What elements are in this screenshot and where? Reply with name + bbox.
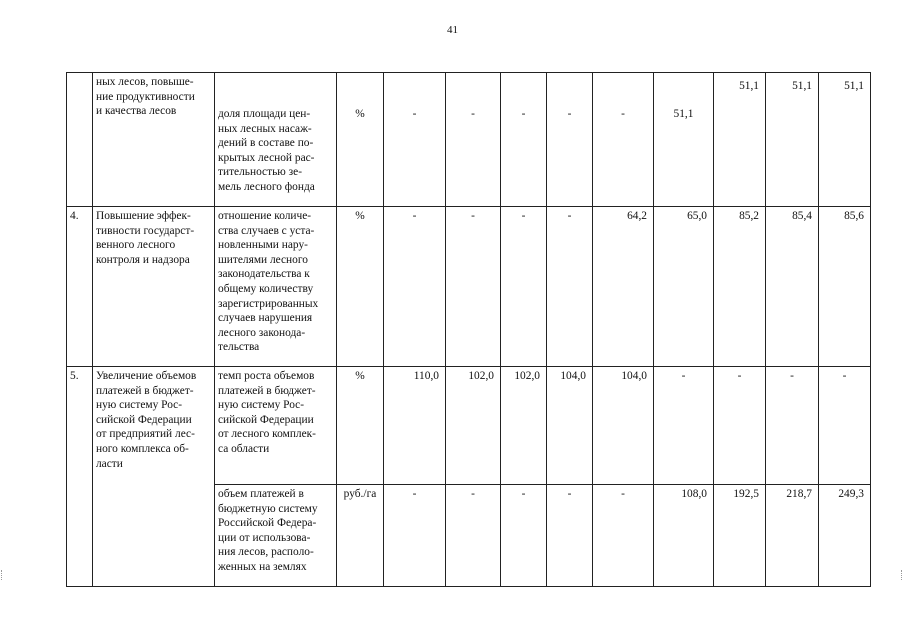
value-cell: - [714, 367, 766, 485]
value-cell: 249,3 [819, 485, 871, 587]
indicator-cell: доля площади цен- ных лесных насаж- дений в составе по- крытых лесной рас- тительностью зе- мель лесного фонда [215, 73, 337, 207]
indicator-cell: объем платежей в бюджетную систему Российской Федера- ции от использова- ния лесов, располо- женных на землях [215, 485, 337, 587]
unit-cell: руб./га [337, 485, 384, 587]
value-cell: - [593, 485, 654, 587]
value-cell: 104,0 [547, 367, 593, 485]
value-cell: - [547, 485, 593, 587]
scan-edge-mark [1, 570, 4, 580]
table-row [67, 73, 871, 207]
page-number: 41 [447, 24, 458, 36]
value-cell: - [547, 207, 593, 367]
row-number [67, 73, 93, 207]
value-cell: 192,5 [714, 485, 766, 587]
value-cell: 65,0 [654, 207, 714, 367]
value-cell: 51,1 [819, 73, 871, 207]
value-cell: - [547, 73, 593, 207]
value-cell: 64,2 [593, 207, 654, 367]
task-cell: Повышение эффек- тивности государст- венного лесного контроля и надзора [93, 207, 215, 367]
value-cell: 218,7 [766, 485, 819, 587]
value-cell: 51,1 [714, 73, 766, 207]
row-number: 5. [67, 367, 93, 587]
indicator-cell: отношение количе- ства случаев с уста- новленными нару- шителями лесного законодательства к общему количеству зарегистрированных случаев нарушения лесного законода- тельства [215, 207, 337, 367]
value-cell: - [446, 73, 501, 207]
value-cell: - [766, 367, 819, 485]
value-cell: - [501, 73, 547, 207]
value-cell: 108,0 [654, 485, 714, 587]
row-number: 4. [67, 207, 93, 367]
value-cell: 51,1 [766, 73, 819, 207]
unit-cell: % [337, 73, 384, 207]
value-cell: - [446, 485, 501, 587]
indicator-cell: темп роста объемов платежей в бюджет- ную систему Рос- сийской Федерации от лесного комплек- са области [215, 367, 337, 485]
unit-cell: % [337, 207, 384, 367]
value-cell: - [384, 485, 446, 587]
table-row [67, 367, 871, 485]
value-cell: - [384, 207, 446, 367]
value-cell: 51,1 [654, 73, 714, 207]
value-cell: 102,0 [501, 367, 547, 485]
value-cell: 110,0 [384, 367, 446, 485]
value-cell: - [501, 207, 547, 367]
unit-cell: % [337, 367, 384, 485]
value-cell: - [446, 207, 501, 367]
scan-edge-mark [901, 570, 904, 580]
value-cell: - [501, 485, 547, 587]
value-cell: - [819, 367, 871, 485]
value-cell: - [384, 73, 446, 207]
value-cell: 85,6 [819, 207, 871, 367]
value-cell: - [654, 367, 714, 485]
indicators-table [66, 72, 871, 587]
value-cell: 102,0 [446, 367, 501, 485]
task-cell: Увеличение объемов платежей в бюджет- ную систему Рос- сийской Федерации от предприятий лес- ного комплекса об- ласти [93, 367, 215, 587]
task-cell: ных лесов, повыше- ние продуктивности и качества лесов [93, 73, 215, 207]
value-cell: 85,2 [714, 207, 766, 367]
value-cell: 104,0 [593, 367, 654, 485]
value-cell: - [593, 73, 654, 207]
table-row [67, 207, 871, 367]
value-cell: 85,4 [766, 207, 819, 367]
